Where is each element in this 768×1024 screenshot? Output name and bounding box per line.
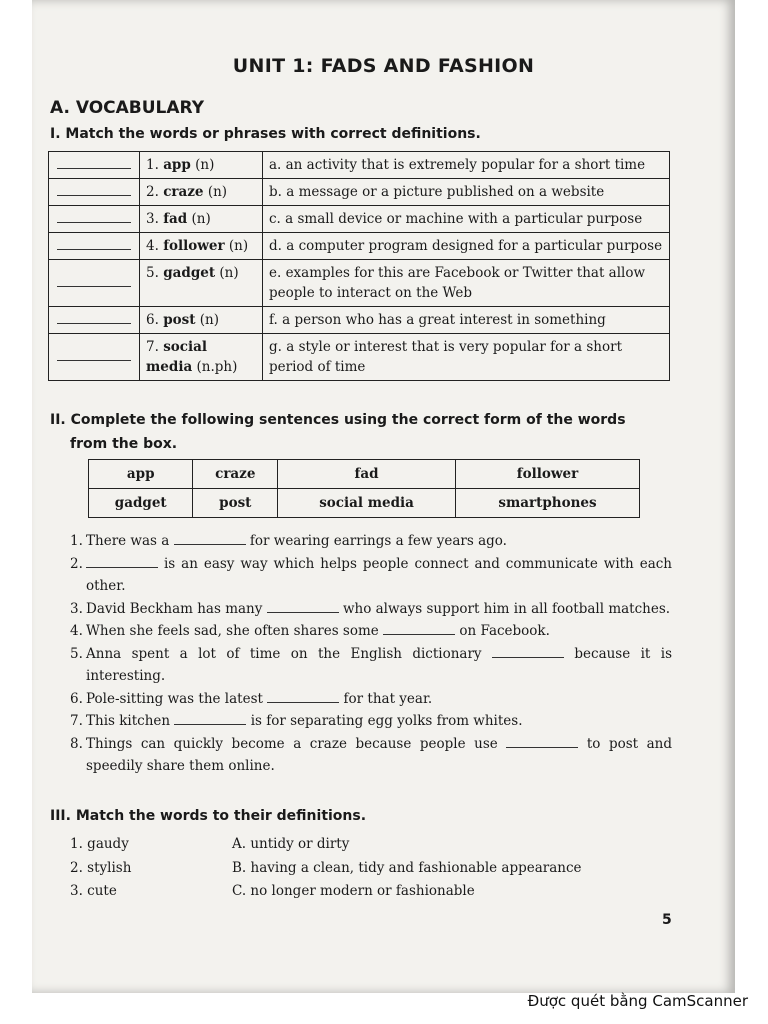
vocab-num: 4. (146, 238, 159, 254)
definition-matching-list (70, 833, 670, 904)
sentence-item (70, 710, 672, 733)
sentence-blank[interactable] (174, 712, 246, 725)
vocab-row (49, 206, 670, 233)
answer-blank[interactable] (49, 307, 140, 334)
sentence-text-after: is an easy way which helps people connect and communicate with each other. (86, 555, 672, 594)
vocab-pos: (n) (228, 238, 249, 254)
sentence-text-after: for wearing earrings a few years ago. (249, 533, 507, 549)
sentence-text-after: on Facebook. (459, 623, 550, 639)
sentence-text-after: to post and speedily share them online. (86, 735, 672, 774)
match-row (70, 880, 670, 904)
word-box-cell: gadget (89, 489, 193, 518)
vocab-word: fad (163, 211, 188, 227)
vocab-row (49, 179, 670, 206)
vocab-definition: f. a person who has a great interest in something (263, 307, 670, 334)
vocabulary-matching-table (48, 151, 670, 381)
answer-blank[interactable] (49, 179, 140, 206)
exercise-1-heading: I. Match the words or phrases with correct definitions. (50, 126, 481, 142)
word-box-cell: smartphones (456, 489, 640, 518)
vocab-row (49, 334, 670, 381)
sentence-item (70, 530, 672, 553)
vocab-num: 6. (146, 312, 159, 328)
sentence-text-after: for that year. (343, 690, 433, 707)
answer-blank[interactable] (49, 260, 140, 307)
sentence-text-after: because it is interesting. (86, 645, 672, 684)
word-box-cell: app (89, 460, 193, 489)
sentence-number: 6. (70, 690, 83, 707)
word-box-cell: follower (456, 460, 640, 489)
sentence-list (70, 530, 672, 778)
match-word: 1. gaudy (70, 836, 129, 852)
vocab-definition: g. a style or interest that is very popular for a short period of time (263, 334, 670, 381)
vocab-definition: c. a small device or machine with a particular purpose (263, 206, 670, 233)
vocab-num: 1. (146, 157, 159, 173)
vocab-row (49, 152, 670, 179)
match-definition: A. untidy or dirty (232, 836, 350, 852)
sentence-number: 1. (70, 533, 83, 549)
vocab-word-cell (140, 206, 263, 233)
exercise-2-heading (50, 408, 670, 456)
word-box-cell: social media (278, 489, 456, 518)
worksheet-page (32, 0, 735, 993)
vocab-definition: e. examples for this are Facebook or Twitter that allow people to interact on the Web (263, 260, 670, 307)
word-box-cell: craze (193, 460, 278, 489)
answer-blank[interactable] (49, 206, 140, 233)
vocab-definition: d. a computer program designed for a particular purpose (263, 233, 670, 260)
vocab-definition: a. an activity that is extremely popular for a short time (263, 152, 670, 179)
sentence-number: 8. (70, 735, 83, 752)
sentence-item (70, 620, 672, 643)
vocab-word: craze (163, 184, 204, 200)
match-definition: C. no longer modern or fashionable (232, 883, 475, 899)
answer-blank[interactable] (49, 334, 140, 381)
answer-blank[interactable] (49, 233, 140, 260)
exercise-3-heading: III. Match the words to their definitions. (50, 808, 367, 824)
vocab-word: follower (163, 238, 225, 254)
vocab-row (49, 307, 670, 334)
vocab-pos: (n.ph) (196, 359, 238, 375)
vocab-word-cell (140, 179, 263, 206)
sentence-text-after: who always support him in all football matches. (342, 600, 671, 617)
word-box (88, 459, 640, 518)
page-title: UNIT 1: FADS AND FASHION (232, 55, 535, 77)
scanner-watermark: Được quét bằng CamScanner (527, 992, 748, 1010)
vocab-pos: (n) (207, 184, 228, 200)
vocab-definition: b. a message or a picture published on a website (263, 179, 670, 206)
sentence-blank[interactable] (267, 690, 339, 703)
sentence-blank[interactable] (267, 600, 339, 613)
sentence-blank[interactable] (174, 532, 246, 545)
vocab-pos: (n) (195, 157, 215, 173)
exercise-2-heading-line-2: from the box. (70, 436, 178, 452)
vocab-word: social media (146, 339, 208, 375)
sentence-text-after: is for separating egg yolks from whites. (250, 713, 523, 729)
sentence-text-before: Anna spent a lot of time on the English dictionary (86, 645, 482, 662)
vocab-pos: (n) (219, 265, 239, 281)
match-row (70, 833, 670, 857)
sentence-blank[interactable] (86, 555, 158, 568)
section-heading-vocabulary: A. VOCABULARY (50, 98, 205, 118)
sentence-text-before: David Beckham has many (86, 600, 263, 617)
sentence-item (70, 553, 672, 598)
vocab-row (49, 260, 670, 307)
sentence-text-before: Things can quickly become a craze because people use (86, 735, 498, 752)
vocab-word-cell (140, 307, 263, 334)
vocab-word: app (163, 157, 191, 173)
word-box-cell: post (193, 489, 278, 518)
sentence-text-before: Pole-sitting was the latest (86, 690, 263, 707)
answer-blank[interactable] (49, 152, 140, 179)
sentence-text-before: This kitchen (86, 713, 171, 729)
sentence-number: 4. (70, 623, 83, 639)
vocab-word-cell (140, 334, 263, 381)
vocab-pos: (n) (191, 211, 211, 227)
sentence-item (70, 688, 672, 711)
match-row (70, 857, 670, 881)
vocab-num: 2. (146, 184, 159, 200)
vocab-num: 5. (146, 265, 159, 281)
vocab-word-cell (140, 233, 263, 260)
vocab-pos: (n) (199, 312, 219, 328)
vocab-num: 7. (146, 339, 159, 355)
vocab-word: gadget (163, 265, 216, 281)
sentence-item (70, 598, 672, 621)
sentence-blank[interactable] (383, 622, 455, 635)
vocab-word-cell (140, 260, 263, 307)
sentence-number: 2. (70, 555, 83, 572)
sentence-blank[interactable] (492, 645, 564, 658)
match-definition: B. having a clean, tidy and fashionable appearance (232, 859, 582, 876)
exercise-2-heading-line-1: II. Complete the following sentences using the correct form of the words (50, 412, 626, 428)
sentence-text-before: There was a (86, 533, 170, 549)
vocab-num: 3. (146, 211, 159, 227)
sentence-number: 3. (70, 600, 83, 617)
sentence-item (70, 643, 672, 688)
sentence-number: 5. (70, 645, 83, 662)
page-number: 5 (662, 912, 672, 928)
sentence-blank[interactable] (506, 735, 578, 748)
vocab-word: post (163, 312, 196, 328)
word-box-cell: fad (278, 460, 456, 489)
sentence-item (70, 733, 672, 778)
sentence-text-before: When she feels sad, she often shares some (86, 623, 379, 639)
match-word: 3. cute (70, 883, 117, 899)
match-word: 2. stylish (70, 859, 132, 876)
vocab-row (49, 233, 670, 260)
vocab-word-cell (140, 152, 263, 179)
sentence-number: 7. (70, 713, 83, 729)
